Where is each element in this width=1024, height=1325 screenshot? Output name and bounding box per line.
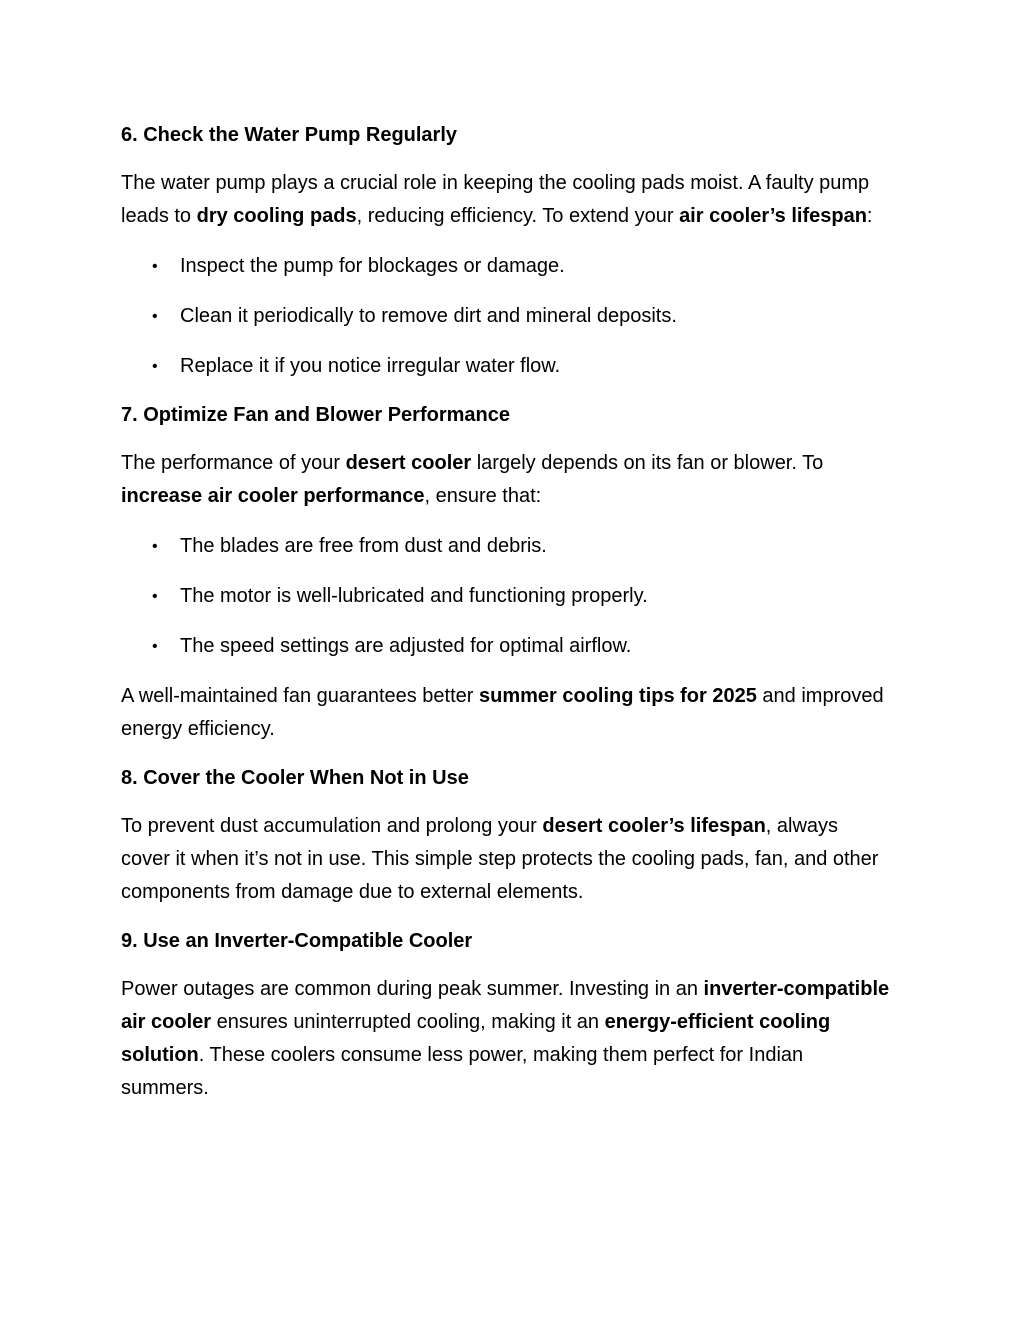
section-inverter-compatible (121, 926, 891, 1105)
section-heading: 7. Optimize Fan and Blower Performance (121, 404, 510, 426)
bold-text-run: inverter-compatible air cooler (121, 978, 890, 1033)
section-paragraph (121, 167, 891, 233)
bullet-text: The motor is well-lubricated and functioning properly. (180, 585, 648, 607)
text-run: : (866, 205, 873, 227)
bold-text-run: desert cooler’s lifespan (542, 815, 766, 837)
bullet-list (121, 530, 891, 663)
bullet-item (121, 530, 891, 563)
section-cover-cooler (121, 763, 891, 909)
section-heading: 9. Use an Inverter-Compatible Cooler (121, 930, 473, 952)
bullet-icon: • (152, 358, 158, 375)
text-run: Power outages are common during peak summer. Investing in an (121, 978, 704, 1000)
bullet-text: The speed settings are adjusted for optimal airflow. (180, 635, 632, 657)
text-run: and improved energy efficiency. (121, 685, 884, 740)
bullet-text: Inspect the pump for blockages or damage. (180, 255, 565, 277)
bullet-icon: • (152, 538, 158, 555)
text-run: , always cover it when it’s not in use. This simple step protects the cooling pads, fan, and other components from damage due to external elements. (121, 815, 879, 903)
bullet-item (121, 250, 891, 283)
bold-text-run: dry cooling pads (196, 205, 357, 227)
bullet-text: Clean it periodically to remove dirt and mineral deposits. (180, 305, 677, 327)
text-run: ensures uninterrupted cooling, making it an (211, 1011, 605, 1033)
bullet-icon: • (152, 638, 158, 655)
section-fan-blower-performance (121, 400, 891, 746)
bullet-icon: • (152, 258, 158, 275)
bold-text-run: air cooler’s lifespan (679, 205, 867, 227)
bold-text-run: increase air cooler performance (121, 485, 425, 507)
section-paragraph (121, 447, 891, 513)
section-paragraph (121, 973, 891, 1105)
bullet-item (121, 580, 891, 613)
bold-text-run: desert cooler (345, 452, 472, 474)
section-heading: 8. Cover the Cooler When Not in Use (121, 767, 469, 789)
bullet-item (121, 630, 891, 663)
bullet-icon: • (152, 308, 158, 325)
text-run: largely depends on its fan or blower. To (471, 452, 824, 474)
text-run: . These coolers consume less power, making them perfect for Indian summers. (121, 1044, 804, 1099)
bullet-text: Replace it if you notice irregular water flow. (180, 355, 561, 377)
bullet-icon: • (152, 588, 158, 605)
text-run: A well-maintained fan guarantees better (121, 685, 479, 707)
section-heading: 6. Check the Water Pump Regularly (121, 124, 458, 146)
bullet-item (121, 300, 891, 333)
document-page (121, 120, 891, 1122)
bullet-item (121, 350, 891, 383)
section-paragraph (121, 680, 891, 746)
bullet-list (121, 250, 891, 383)
bullet-text: The blades are free from dust and debris. (180, 535, 547, 557)
bold-text-run: summer cooling tips for 2025 (479, 685, 757, 707)
text-run: , ensure that: (424, 485, 542, 507)
text-run: , reducing efficiency. To extend your (356, 205, 680, 227)
section-paragraph (121, 810, 891, 909)
section-check-water-pump (121, 120, 891, 383)
bold-text-run: energy-efficient cooling solution (121, 1011, 831, 1066)
text-run: The water pump plays a crucial role in keeping the cooling pads moist. A faulty pump leads to (121, 172, 870, 227)
text-run: The performance of your (121, 452, 346, 474)
text-run: To prevent dust accumulation and prolong your (121, 815, 543, 837)
